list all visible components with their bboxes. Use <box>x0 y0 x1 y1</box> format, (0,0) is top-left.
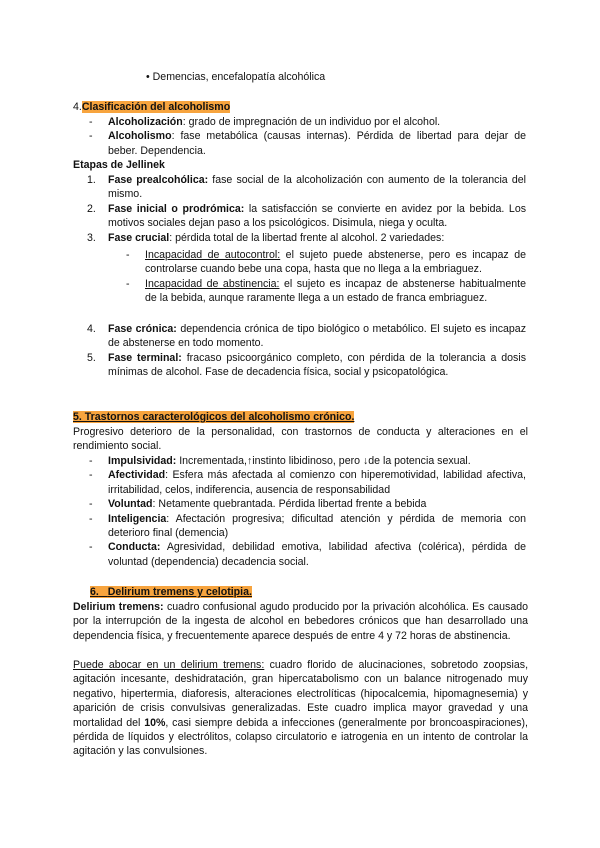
section-5-title: 5. Trastornos caracterológicos del alcoholismo crónico. <box>73 411 355 423</box>
jellinek-stages-a <box>87 173 527 245</box>
list-item: 1. Fase prealcohólica: fase social de la alcoholización con aumento de la tolerancia del mismo. <box>87 174 526 201</box>
section-6-title-wrap <box>90 586 252 598</box>
stage-number: 4. <box>87 323 96 335</box>
list-item: - Afectividad: Esfera más afectada al comienzo con hiperemotividad, labilidad afectiva, irritabilidad, celos, indiferencia, ausencia de responsabilidad <box>89 469 526 496</box>
list-item: - Impulsividad: Incrementada,↑instinto libidinoso, pero ↓de la potencia sexual. <box>89 455 471 467</box>
dash-marker: - <box>126 249 130 261</box>
stage-number: 1. <box>87 174 96 186</box>
list-item: 2. Fase inicial o prodrómica: la satisfacción se convierte en avidez por la bebida. Los motivos sociales dejan paso a los psicológicos. Disimula, niega y oculta. <box>87 202 527 230</box>
jellinek-stages-b <box>87 322 526 380</box>
section-4-number: 4. <box>73 101 82 113</box>
list-item: 3. Fase crucial: pérdida total de la libertad frente al alcohol. 2 variedades: <box>87 231 445 244</box>
section-6-title: Delirium tremens y celotipia. <box>107 586 252 598</box>
list-item: 5. Fase terminal: fracaso psicoorgánico completo, con pérdida de la tolerancia a dosis mínimas de alcohol. Fase de decadencia física, social y psicopatológica. <box>87 351 526 379</box>
delirium-description-paragraph: Puede abocar en un delirium tremens: cuadro florido de alucinaciones, sobretodo zoopsias, agitación incesante, deshidratación, gran hipercatabolismo con un balance nitrogenado muy negativo, hipertermia, diaforesis, alteraciones electrolíticas (hipocalcemia, hipomagnesemia) y aparición de crisis convulsivas generalizadas. Este cuadro implica mayor gravedad y una mortalidad del 10%, casi siempre debida a infecciones (generalmente por broncoaspiraciones), pérdida de líquidos y electrólitos, colapso circulatorio e iatrogenia en un intento de controlar la agitación y las convulsiones. <box>73 659 529 758</box>
dash-marker: - <box>89 541 93 554</box>
list-item: - Alcoholización: grado de impregnación de un individuo por el alcohol. <box>89 116 441 128</box>
section-5-intro: Progresivo deterioro de la personalidad, con trastornos de conducta y alteraciones en el rendimiento social. <box>73 426 528 453</box>
section-4-heading <box>73 100 528 114</box>
list-item: - Alcoholismo: fase metabólica (causas internas). Pérdida de libertad para dejar de beber. Dependencia. <box>89 130 526 157</box>
list-item: - Conducta: Agresividad, debilidad emotiva, labilidad afectiva (colérica), pérdida de voluntad (dependencia) decadencia social. <box>89 541 526 568</box>
classification-list <box>89 115 526 158</box>
delirium-definition-paragraph: Delirium tremens: cuadro confusional agudo producido por la privación alcohólica. Es causado por la interrupción de la ingesta de alcohol en bebedores crónicos que han desarrollado una dependencia física, y frecuentemente aparece después de entre 4 y 72 horas de abstinencia. <box>73 601 528 642</box>
crucial-varieties-list <box>126 248 527 306</box>
dash-marker: - <box>126 277 130 290</box>
list-item: 4. Fase crónica: dependencia crónica de tipo biológico o metabólico. El sujeto es incapaz de abstenerse en todo momento. <box>87 323 526 350</box>
dash-marker: - <box>89 130 93 143</box>
stage-number: 5. <box>87 351 96 364</box>
top-bullet-item: • Demencias, encefalopatía alcohólica <box>146 71 326 83</box>
section-6-heading <box>90 585 526 599</box>
dash-marker: - <box>89 512 93 525</box>
list-item: - Inteligencia: Afectación progresiva; dificultad atención y pérdida de memoria con deterioro final (demencia) <box>89 512 526 540</box>
jellinek-subtitle: Etapas de Jellinek <box>73 159 165 171</box>
section-5-heading <box>73 410 528 424</box>
section-6-number: 6. <box>90 586 99 598</box>
section-4-title: Clasificación del alcoholismo <box>81 101 231 113</box>
list-item: - Incapacidad de abstinencia: el sujeto es incapaz de abstenerse habitualmente de la bebida, aunque raramente llega a un estado de franca embriaguez. <box>126 277 527 305</box>
stage-number: 2. <box>87 202 96 215</box>
dash-marker: - <box>89 116 93 128</box>
stage-number: 3. <box>87 231 96 244</box>
dash-marker: - <box>89 455 93 467</box>
list-item: - Voluntad: Netamente quebrantada. Pérdida libertad frente a bebida <box>89 498 427 511</box>
dash-marker: - <box>89 498 93 511</box>
list-item: - Incapacidad de autocontrol: el sujeto puede abstenerse, pero es incapaz de controlarse cuando bebe una copa, hasta que no llega a la embriaguez. <box>126 249 526 276</box>
character-disorders-list <box>89 454 526 569</box>
dash-marker: - <box>89 469 93 482</box>
